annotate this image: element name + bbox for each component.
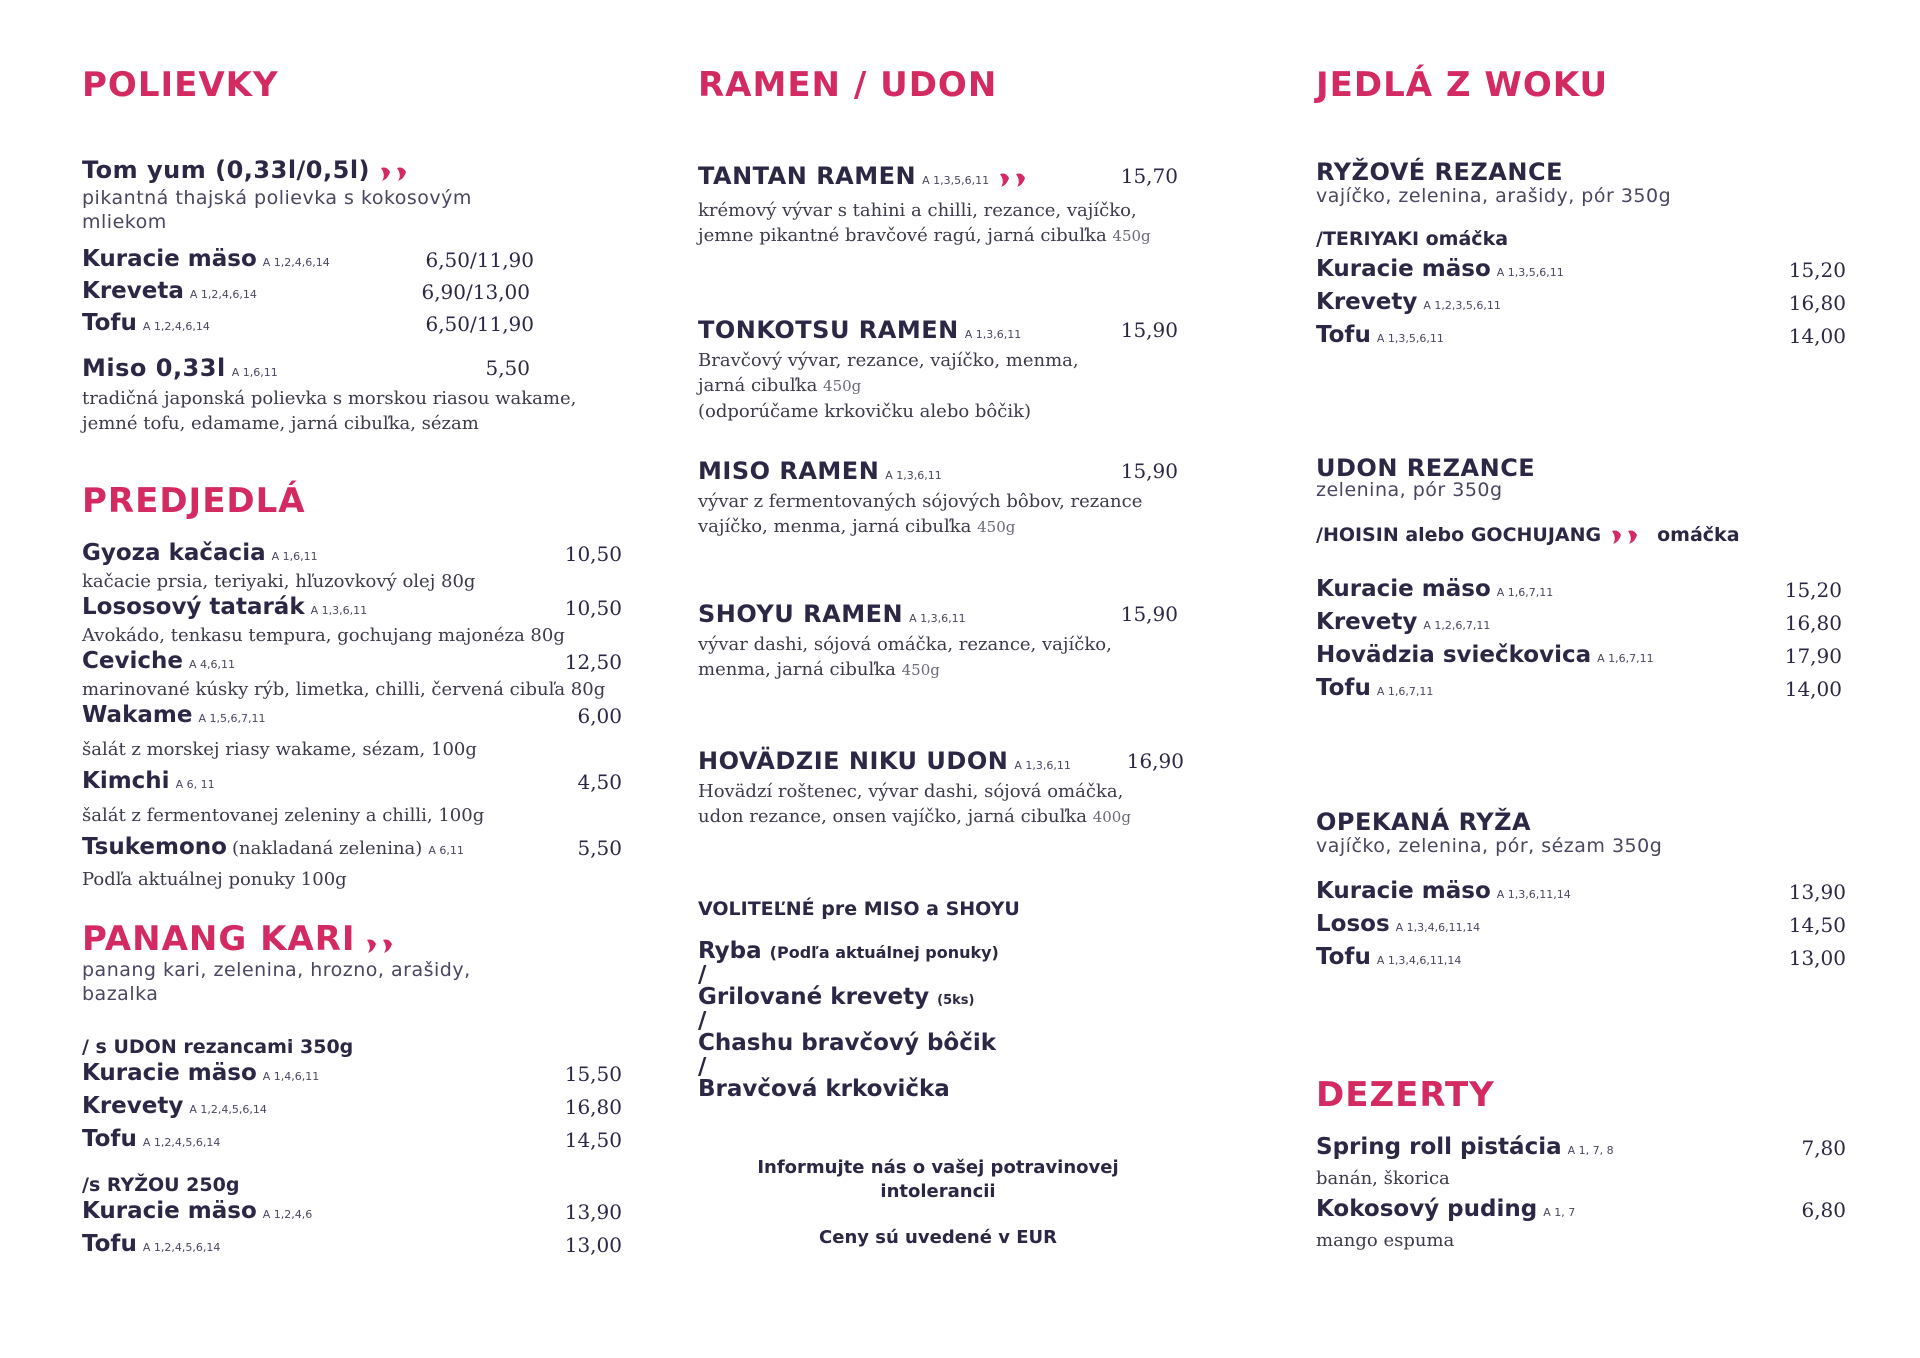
panang-rice-label: /s RYŽOU 250g (82, 1174, 240, 1196)
item-name: Krevety (82, 1093, 184, 1119)
allergens: A 1,3,6,11,14 (1496, 888, 1571, 901)
item-desc: Podľa aktuálnej ponuky 100g (82, 869, 347, 890)
section-title-polievky: POLIEVKY (82, 65, 279, 105)
item-price: 16,80 (1784, 611, 1842, 635)
allergens: A 1,3,6,11 (909, 612, 966, 625)
item-price: 16,80 (1788, 291, 1846, 315)
allergens: A 1,3,6,11 (964, 328, 1022, 341)
allergens: A 1,3,4,6,11,14 (1395, 921, 1481, 934)
list-item (82, 312, 622, 344)
section-title-panang (82, 919, 398, 959)
item-weight: 450g (901, 661, 940, 679)
item-name: Losos (1316, 911, 1390, 937)
allergens: A 1,2,4,5,6,14 (142, 1241, 221, 1254)
ramen-item (698, 459, 1178, 540)
list-item (82, 596, 622, 623)
item-desc: menma, jarná cibuľka (698, 659, 896, 680)
item-price: 15,50 (564, 1062, 622, 1086)
allergens: A 1,3,5,6,11 (1496, 266, 1564, 279)
list-item (82, 1233, 622, 1266)
item-name: Kuracie mäso (82, 246, 257, 272)
ryza-list (1316, 880, 1846, 979)
item-price: 15,20 (1784, 578, 1842, 602)
chili-icon (364, 934, 398, 955)
list-item (698, 986, 999, 1010)
item-price: 6,80 (1801, 1198, 1846, 1222)
list-item (82, 248, 622, 280)
item-name: Tofu (1316, 322, 1371, 348)
allergens: A 1,2,3,5,6,11 (1423, 299, 1501, 312)
item-desc: tradičná japonská polievka s morskou riasou wakame, (82, 388, 577, 409)
subsection-title: OPEKANÁ RYŽA (1316, 808, 1532, 836)
item-name: Ceviche (82, 648, 183, 674)
tomyum-list (82, 248, 622, 344)
item-price: 16,80 (564, 1095, 622, 1119)
list-item (1316, 578, 1846, 611)
allergens: A 1,6,7,11 (1496, 586, 1554, 599)
item-desc: vývar dashi, sójová omáčka, rezance, vajíčko, (698, 634, 1112, 655)
item-price: 6,50/11,90 (425, 312, 534, 336)
ramen-item (698, 318, 1178, 424)
ramen-item (698, 164, 1178, 249)
allergens: A 1,3,6,11 (310, 604, 368, 617)
item-name: Tofu (1316, 944, 1371, 970)
item-desc: Hovädzí roštenec, vývar dashi, sójová omáčka, (698, 781, 1124, 802)
item-name: Krevety (1316, 289, 1418, 315)
list-item (82, 770, 622, 800)
item-name: Lososový tatarák (82, 594, 305, 620)
item-desc: šalát z fermentovanej zeleniny a chilli, 100g (82, 805, 485, 826)
allergens: A 1,2,6,7,11 (1423, 619, 1491, 632)
column-middle (698, 0, 1238, 1358)
optional-list (698, 940, 999, 1102)
item-price: 13,90 (564, 1200, 622, 1224)
tomyum-desc (82, 186, 472, 234)
list-item (1316, 880, 1846, 913)
list-item (1316, 1198, 1846, 1228)
allergens: A 1,6,11 (271, 550, 318, 563)
ramen-item (698, 602, 1178, 683)
item-name: Tofu (82, 310, 137, 336)
item-price: 17,90 (1784, 644, 1842, 668)
item-price: 16,90 (1126, 749, 1184, 773)
item-name: Krevety (1316, 609, 1418, 635)
note-line: Informujte nás o vašej potravinovej (757, 1157, 1119, 1178)
item-desc: mango espuma (1316, 1230, 1455, 1251)
item-name: Kuracie mäso (82, 1060, 257, 1086)
panang-udon-label: / s UDON rezancami 350g (82, 1036, 354, 1058)
list-item (82, 1128, 622, 1161)
allergens: A 1,3,4,6,11,14 (1376, 954, 1462, 967)
list-item (82, 280, 622, 312)
item-price: 13,00 (1788, 946, 1846, 970)
list-item (1316, 258, 1846, 291)
item-name: Kreveta (82, 278, 184, 304)
chili-icon (997, 168, 1031, 189)
list-item (82, 836, 622, 866)
section-title-wok: JEDLÁ Z WOKU (1316, 65, 1609, 105)
option-name: Ryba (698, 938, 762, 964)
item-price: 10,50 (564, 596, 622, 620)
tomyum-name: Tom yum (0,33l/0,5l) (82, 156, 371, 184)
tomyum-desc-line: mliekom (82, 211, 167, 233)
list-item (1316, 677, 1846, 710)
item-price: 15,70 (1120, 164, 1178, 188)
item-desc: Bravčový vývar, rezance, vajíčko, menma, (698, 350, 1079, 371)
item-weight: 450g (823, 377, 862, 395)
item-price: 15,20 (1788, 258, 1846, 282)
section-title-predjedla: PREDJEDLÁ (82, 481, 306, 521)
item-price: 13,00 (564, 1233, 622, 1257)
optional-title: VOLITEĽNÉ pre MISO a SHOYU (698, 898, 1020, 920)
allergens: A 1, 7 (1543, 1206, 1576, 1219)
item-desc: vajíčko, menma, jarná cibuľka (698, 516, 972, 537)
allergens: A 1,2,4,6 (262, 1208, 313, 1221)
item-desc: jemne pikantné bravčové ragú, jarná cibuľka (698, 225, 1107, 246)
item-name: Kimchi (82, 768, 170, 794)
item-price: 6,50/11,90 (425, 248, 534, 272)
option-name: Bravčová krkovička (698, 1076, 950, 1102)
item-price: 15,90 (1120, 602, 1178, 626)
list-item (1316, 611, 1846, 644)
item-weight: 450g (977, 518, 1016, 536)
item-price: 15,90 (1120, 459, 1178, 483)
allergens: A 1,5,6,7,11 (198, 712, 266, 725)
panang-title-text: PANANG KARI (82, 919, 356, 959)
list-item (1316, 324, 1846, 357)
item-desc: kačacie prsia, teriyaki, hľuzovkový olej 80g (82, 571, 476, 592)
panang-desc (82, 958, 471, 1006)
note-line: intolerancii (880, 1181, 996, 1202)
item-name: Kuracie mäso (1316, 878, 1491, 904)
item-weight: 450g (1112, 227, 1151, 245)
tomyum-heading (82, 158, 412, 183)
item-desc: (odporúčame krkovičku alebo bôčik) (698, 401, 1032, 422)
chili-icon (1609, 525, 1643, 546)
separator: / (698, 962, 707, 988)
list-item (82, 1200, 622, 1233)
allergens: A 1, 7, 8 (1567, 1144, 1614, 1157)
item-name: Hovädzia sviečkovica (1316, 642, 1592, 668)
list-item (82, 1062, 622, 1095)
column-right (1316, 0, 1856, 1358)
item-name: SHOYU RAMEN (698, 600, 904, 628)
sauce-text: omáčka (1657, 524, 1740, 546)
item-desc: jemné tofu, edamame, jarná cibuľka, sézam (82, 413, 479, 434)
list-item (82, 542, 622, 569)
panang-rice-list (82, 1200, 622, 1266)
item-desc: jarná cibuľka (698, 375, 818, 396)
sauce-label: /TERIYAKI omáčka (1316, 228, 1509, 250)
list-item (1316, 644, 1846, 677)
item-name: MISO RAMEN (698, 457, 880, 485)
item-note: (nakladaná zelenina) (232, 838, 423, 859)
allergens: A 1,6,7,11 (1597, 652, 1654, 665)
separator: / (698, 1054, 707, 1080)
allergens: A 6,11 (428, 844, 464, 857)
list-item (82, 1095, 622, 1128)
item-price: 14,00 (1784, 677, 1842, 701)
item-price: 14,50 (564, 1128, 622, 1152)
item-name: TANTAN RAMEN (698, 162, 917, 190)
item-desc: marinované kúsky rýb, limetka, chilli, červená cibuľa 80g (82, 679, 606, 700)
item-price: 5,50 (577, 836, 622, 860)
subsection-desc: zelenina, pór 350g (1316, 479, 1503, 501)
item-price: 4,50 (577, 770, 622, 794)
item-price: 13,90 (1788, 880, 1846, 904)
allergens: A 1,3,5,6,11 (1376, 332, 1444, 345)
item-name: HOVÄDZIE NIKU UDON (698, 747, 1009, 775)
tomyum-desc-line: pikantná thajská polievka s kokosovým (82, 187, 472, 209)
subsection-title: UDON REZANCE (1316, 454, 1536, 482)
allergens: A 1,2,4,6,14 (189, 288, 257, 301)
predjedla-list (82, 542, 622, 894)
list-item (1316, 946, 1846, 979)
item-price: 6,00 (577, 704, 622, 728)
ramen-item (698, 747, 1184, 830)
list-item (82, 650, 622, 677)
item-name: Miso 0,33l (82, 354, 226, 382)
item-desc: udon rezance, onsen vajíčko, jarná cibuľka (698, 806, 1087, 827)
column-left (82, 0, 622, 1358)
item-desc: banán, škorica (1316, 1168, 1450, 1189)
item-desc: šalát z morskej riasy wakame, sézam, 100g (82, 739, 477, 760)
subsection-desc: vajíčko, zelenina, arašidy, pór 350g (1316, 185, 1672, 207)
allergens: A 6, 11 (175, 778, 215, 791)
allergens: A 1,3,6,11 (885, 469, 942, 482)
currency-note: Ceny sú uvedené v EUR (819, 1227, 1057, 1248)
item-price: 14,50 (1788, 913, 1846, 937)
option-name: Grilované krevety (698, 984, 930, 1010)
allergens: A 1,2,4,6,14 (142, 320, 210, 333)
item-name: Wakame (82, 702, 193, 728)
option-note: (Podľa aktuálnej ponuky) (769, 943, 999, 962)
item-name: TONKOTSU RAMEN (698, 316, 959, 344)
allergens: A 1,3,6,11 (1014, 759, 1071, 772)
panang-desc-line: panang kari, zelenina, hrozno, arašidy, (82, 959, 471, 981)
miso-item (82, 356, 622, 436)
item-name: Tofu (82, 1231, 137, 1257)
subsection-desc: vajíčko, zelenina, pór, sézam 350g (1316, 835, 1663, 857)
panang-desc-line: bazalka (82, 983, 159, 1005)
udon-list (1316, 578, 1846, 710)
section-title-dezerty: DEZERTY (1316, 1075, 1495, 1115)
item-name: Kokosový puding (1316, 1196, 1538, 1222)
allergens: A 1,2,4,6,14 (262, 256, 330, 269)
item-price: 10,50 (564, 542, 622, 566)
chili-icon (378, 162, 412, 183)
item-name: Kuracie mäso (1316, 256, 1491, 282)
item-name: Tofu (82, 1126, 137, 1152)
item-price: 14,00 (1788, 324, 1846, 348)
allergens: A 1,3,5,6,11 (922, 174, 990, 187)
allergens: A 4,6,11 (188, 658, 235, 671)
option-name: Chashu bravčový bôčik (698, 1030, 997, 1056)
item-name: Kuracie mäso (82, 1198, 257, 1224)
item-price: 6,90/13,00 (421, 280, 530, 304)
item-price: 7,80 (1801, 1136, 1846, 1160)
item-desc: krémový vývar s tahini a chilli, rezance, vajíčko, (698, 200, 1137, 221)
item-price: 15,90 (1120, 318, 1178, 342)
item-desc: Avokádo, tenkasu tempura, gochujang majonéza 80g (82, 625, 565, 646)
list-item (1316, 291, 1846, 324)
dezerty-list (1316, 1136, 1846, 1253)
item-price: 5,50 (485, 356, 530, 380)
allergens: A 1,2,4,5,6,14 (142, 1136, 221, 1149)
panang-udon-list (82, 1062, 622, 1161)
option-note: (5ks) (937, 993, 975, 1008)
item-price: 12,50 (564, 650, 622, 674)
item-name: Kuracie mäso (1316, 576, 1491, 602)
sauce-label (1316, 526, 1740, 546)
allergens: A 1,4,6,11 (262, 1070, 320, 1083)
list-item (1316, 913, 1846, 946)
ryzove-list (1316, 258, 1846, 357)
list-item (1316, 1136, 1846, 1166)
list-item (82, 704, 622, 734)
item-name: Tsukemono (82, 834, 227, 860)
item-name: Spring roll pistácia (1316, 1134, 1562, 1160)
allergens: A 1,6,7,11 (1376, 685, 1434, 698)
item-name: Tofu (1316, 675, 1371, 701)
sauce-text: /HOISIN alebo GOCHUJANG (1316, 524, 1602, 546)
item-weight: 400g (1092, 808, 1131, 826)
subsection-title: RYŽOVÉ REZANCE (1316, 158, 1563, 186)
item-desc: vývar z fermentovaných sójových bôbov, rezance (698, 491, 1143, 512)
allergens: A 1,6,11 (231, 366, 278, 379)
item-name: Gyoza kačacia (82, 540, 266, 566)
section-title-ramen: RAMEN / UDON (698, 65, 998, 105)
footer-note (678, 1156, 1198, 1250)
list-item (698, 940, 999, 964)
allergens: A 1,2,4,5,6,14 (189, 1103, 267, 1116)
separator: / (698, 1008, 707, 1034)
